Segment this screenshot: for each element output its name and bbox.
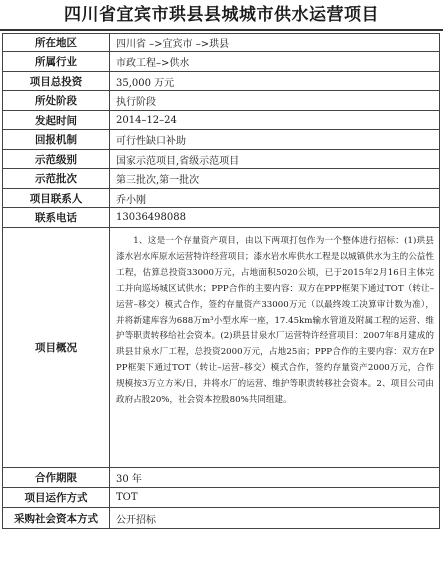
table-row [3, 488, 440, 508]
row-label: 合作期限 [3, 468, 110, 488]
row-value: 2014–12–24 [110, 111, 440, 130]
row-value: 第三批次,第一批次 [110, 169, 440, 189]
table-row [3, 169, 440, 189]
row-label: 所属行业 [3, 52, 110, 72]
overview-row [3, 228, 440, 468]
project-info-table [2, 33, 440, 529]
table-row [3, 34, 440, 52]
row-value: 可行性缺口补助 [110, 130, 440, 150]
row-label: 发起时间 [3, 111, 110, 130]
table-row [3, 52, 440, 72]
row-value: 13036498088 [110, 208, 440, 228]
row-value: 执行阶段 [110, 91, 440, 111]
row-label: 示范批次 [3, 169, 110, 189]
row-value: 市政工程–>供水 [110, 52, 440, 72]
page-title: 四川省宜宾市珙县县城城市供水运营项目 [0, 0, 443, 31]
table-row [3, 468, 440, 488]
row-label: 项目联系人 [3, 189, 110, 208]
table-row [3, 111, 440, 130]
row-label: 项目总投资 [3, 72, 110, 91]
table-row [3, 72, 440, 91]
row-value: 公开招标 [110, 508, 440, 529]
table-row [3, 208, 440, 228]
table-row [3, 130, 440, 150]
table-row [3, 189, 440, 208]
row-value: 30 年 [110, 468, 440, 488]
overview-label: 项目概况 [3, 228, 110, 468]
row-label: 示范级别 [3, 150, 110, 169]
overview-text-cell [110, 228, 440, 468]
row-value: 国家示范项目,省级示范项目 [110, 150, 440, 169]
table-row [3, 508, 440, 529]
row-label: 回报机制 [3, 130, 110, 150]
table-row [3, 150, 440, 169]
row-label: 项目运作方式 [3, 488, 110, 508]
row-label: 联系电话 [3, 208, 110, 228]
row-label: 所在地区 [3, 34, 110, 52]
overview-text: 1、这是一个存量资产项目，由以下两项打包作为一个整体进行招标：(1)珙县漆水岩水库原水运营特许经营项目；漆水岩水库供水工程是以城镇供水为主的公益性工程，估算总投资33000万元，占地面积5020公顷，已于2015年2月16日主体完工并向巡场城区试供水；PPP合作的主要内容：双方在PPP框架下通过TOT（转让–运营–移交）模式合作，签约存量资产33000万元（以最终竣工决算审计数为准），并将新建库容为688万m³小型水库一座，17.45km输水管道及附属工程的运营、维护等职责转移给社会资本。(2)珙县甘泉水厂运营特许经营项目：2007年8月建成的珙县甘泉水厂工程，总投资2000万元，占地25亩；PPP合作的主要内容：双方在PPP框架下通过TOT（转让–运营–移交）模式合作，签约存量资产2000万元，合作规模按3万立方米/日，并将水厂的运营、维护等职责转移社会资本。2、项目公司由政府占股20%，社会资本控股80%共同组建。 [116, 236, 434, 406]
row-value: 35,000 万元 [110, 72, 440, 91]
row-value: 乔小刚 [110, 189, 440, 208]
row-label: 采购社会资本方式 [3, 508, 110, 529]
row-label: 所处阶段 [3, 91, 110, 111]
table-row [3, 91, 440, 111]
row-value: 四川省 –>宜宾市 –>珙县 [110, 34, 440, 52]
row-value: TOT [110, 488, 440, 508]
